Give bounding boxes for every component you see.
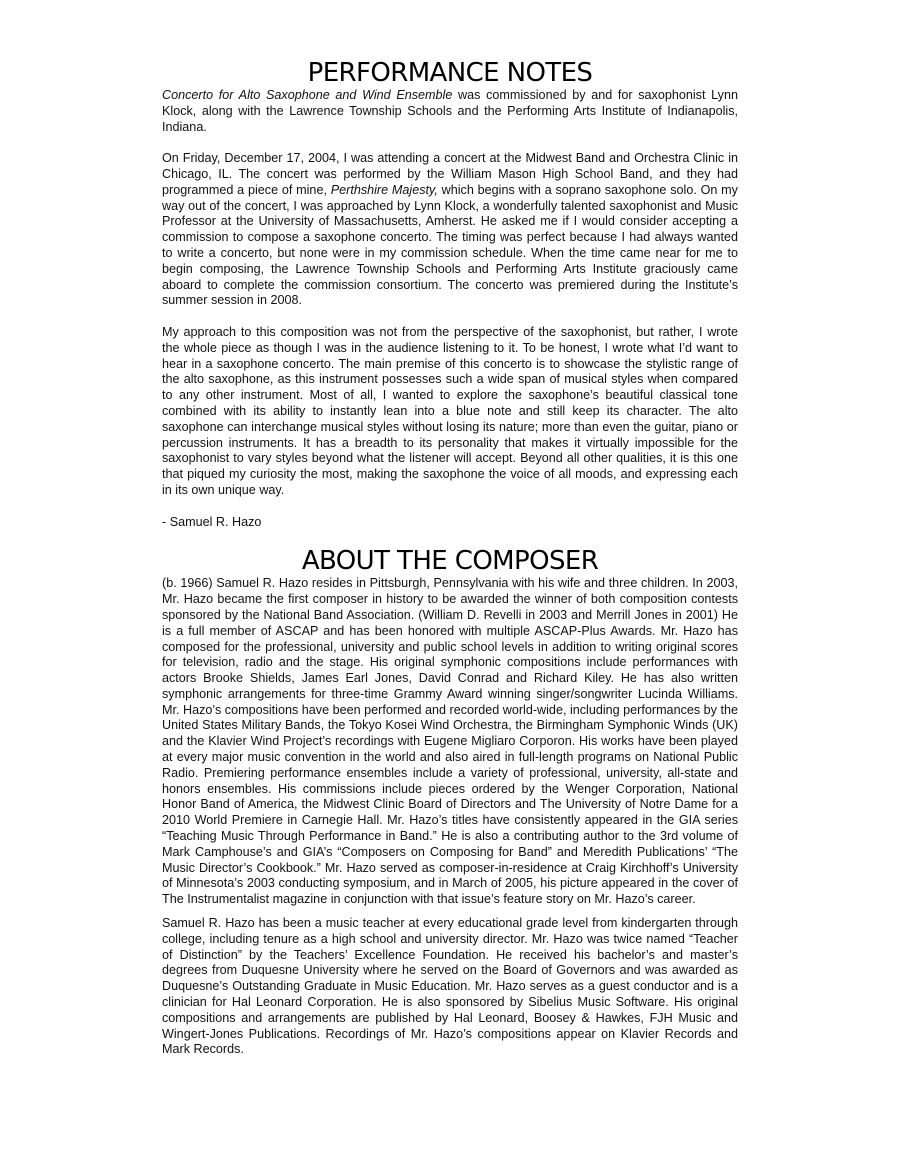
paragraph-2-before: On Friday, December 17, 2004, I was attending a concert at the Midwest Band and Orchestra Clinic in Chicago, IL. The concert was performed by the William Mason High School Band, and they had programmed a piece of mine,	[162, 151, 738, 197]
author-signature: - Samuel R. Hazo	[162, 514, 262, 529]
paragraph-2-after: which begins with a soprano saxophone solo. On my way out of the concert, I was approached by Lynn Klock, a wonderfully talented saxophonist and Music Professor at the University of Massachusetts, Amherst. He asked me if I would consider accepting a commission to compose a saxophone concerto. The timing was perfect because I had always wanted to write a concerto, but none were in my commission schedule. When the time came near for me to begin composing, the Lawrence Township Schools and Performing Arts Institute graciously came aboard to complete the commission consortium. The concerto was premiered during the Institute’s summer session in 2008.	[162, 182, 738, 308]
about-composer-paragraph-1: (b. 1966) Samuel R. Hazo resides in Pittsburgh, Pennsylvania with his wife and three children. In 2003, Mr. Hazo became the first composer in history to be awarded the winner of both composition contests sponsored by the National Band Association. (William D. Revelli in 2003 and Merrill Jones in 2001) He is a full member of ASCAP and has been honored with multiple ASCAP-Plus Awards. Mr. Hazo has composed for the professional, university and public school levels in addition to writing original scores for television, radio and the stage. His original symphonic compositions include performances with actors Brooke Shields, James Earl Jones, David Conrad and Richard Kiley. He has also written symphonic arrangements for three-time Grammy Award winning singer/songwriter Lucinda Williams. Mr. Hazo’s compositions have been performed and recorded world-wide, including performances by the United States Military Bands, the Tokyo Kosei Wind Orchestra, the Birmingham Symphonic Winds (UK) and the Klavier Wind Project’s recordings with Eugene Migliaro Corporon. His works have been played at every major music convention in the world and also aired in full-length programs on National Public Radio. Premiering performance ensembles include a variety of professional, university, all-state and honors ensembles. His commissions include pieces ordered by the Wenger Corporation, National Honor Band of America, the Midwest Clinic Board of Directors and The University of Notre Dame for a 2010 World Premiere in Carnegie Hall. Mr. Hazo’s titles have consistently appeared in the GIA series “Teaching Music Through Performance in Band.” He is also a contributing author to the 3rd volume of Mark Camphouse’s and GIA’s “Composers on Composing for Band” and Meredith Publications’ “The Music Director’s Cookbook.” Mr. Hazo served as composer-in-residence at Craig Kirchhoff’s University of Minnesota’s 2003 conducting symposium, and in March of 2005, his picture appeared in the cover of The Instrumentalist magazine in conjunction with that issue’s feature story on Mr. Hazo’s career.	[162, 576, 738, 907]
paragraph-1-text: was commissioned by and for saxophonist Lynn Klock, along with the Lawrence Township Schools and the Performing Arts Institute of Indianapolis, Indiana.	[162, 88, 738, 134]
concerto-title: Concerto for Alto Saxophone and Wind Ensemble	[162, 88, 453, 102]
about-composer-heading: ABOUT THE COMPOSER	[301, 546, 599, 577]
performance-notes-paragraph-3: My approach to this composition was not from the perspective of the saxophonist, but rather, I wrote the whole piece as though I was in the audience listening to it. To be honest, I wrote what I’d want to hear in a saxophone concerto. The main premise of this concerto is to showcase the stylistic range of the alto saxophone, as this instrument possesses such a wide span of musical styles when compared to any other instrument. Most of all, I wanted to explore the saxophone’s beautiful classical tone combined with its ability to instantly lean into a blue note and still keep its character. The alto saxophone can interchange musical styles without losing its nature; more than even the guitar, piano or percussion instruments. It has a breadth to its personality that makes it virtually impossible for the saxophonist to vary styles beyond what the listener will accept. Beyond all other qualities, it is this one that piqued my curiosity the most, making the saxophone the voice of all moods, and expressing each in its own unique way.	[162, 324, 738, 497]
perthshire-majesty-title: Perthshire Majesty,	[330, 182, 438, 197]
about-composer-paragraph-2: Samuel R. Hazo has been a music teacher at every educational grade level from kindergarten through college, including tenure as a high school and university director. Mr. Hazo was twice named “Teacher of Distinction” by the Teachers’ Excellence Foundation. He received his bachelor’s and master’s degrees from Duquesne University where he served on the Board of Governors and was awarded as Duquesne’s Outstanding Graduate in Music Education. Mr. Hazo serves as a guest conductor and is a clinician for Hal Leonard Corporation. He is also sponsored by Sibelius Music Software. His original compositions and arrangements are published by Hal Leonard, Boosey & Hawkes, FJH Music and Wingert-Jones Publications. Recordings of Mr. Hazo’s compositions appear on Klavier Records and Mark Records.	[162, 916, 738, 1057]
performance-notes-paragraph-1	[162, 88, 738, 135]
performance-notes-heading: PERFORMANCE NOTES	[307, 58, 593, 88]
performance-notes-paragraph-2	[162, 151, 738, 309]
